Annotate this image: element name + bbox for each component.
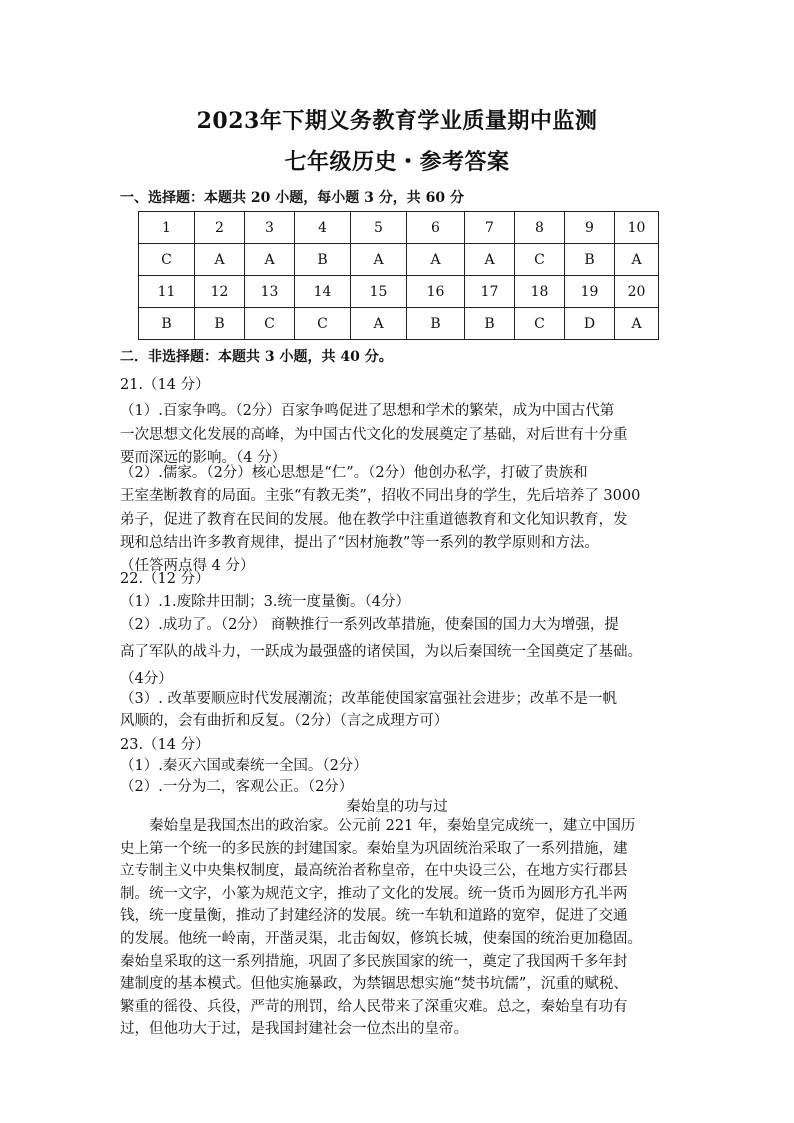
answer-cell: B [565,244,615,276]
q23-answer-2: （2）.一分为二，客观公正。（2分） [120,779,354,795]
q22-answer-1: （1）.1.废除井田制；3.统一度量衡。（4分） [120,594,410,610]
answer-cell: A [351,308,407,340]
answer-cell: A [195,244,245,276]
question-number-cell: 7 [465,212,515,244]
text-line: 秦始皇采取的这一系列措施，巩固了多民族国家的统一，奠定了我国两千多年封 [120,953,628,970]
answer-cell: A [465,244,515,276]
question-number-cell: 10 [615,212,659,244]
text-line: 钱，统一度量衡，推动了封建经济的发展。统一车轨和道路的宽窄，促进了交通 [120,908,628,925]
question-number-cell: 4 [295,212,351,244]
text-line: （任答两点得 4 分） [120,558,255,575]
question-number-cell: 6 [407,212,465,244]
question-number-cell: 18 [515,276,565,308]
text-line: 一次思想文化发展的高峰，为中国古代文化的发展奠定了基础，对后世有十分重 [120,426,628,443]
text-line: 史上第一个统一的多民族的封建国家。秦始皇为巩固统治采取了一系列措施，建 [120,840,628,857]
q22-answer-3 [120,688,676,732]
question-number-row [139,212,659,244]
text-line: （1）.百家争鸣。（2分）百家争鸣促进了思想和学术的繁荣，成为中国古代第 [120,403,615,419]
answer-cell: B [407,308,465,340]
answer-cell: C [295,308,351,340]
section-heading-nonchoice: 二．非选择题：本题共 3 小题，共 40 分。 [120,349,393,365]
text-line: 弟子，促进了教育在民间的发展。他在教学中注重道德教育和文化知识教育，发 [120,511,628,528]
q21-answer-1 [120,400,676,471]
section-heading-choice: 一、选择题：本题共 20 小题，每小题 3 分，共 60 分 [120,190,464,206]
q21-label: 21.（14 分） [120,377,210,393]
choice-answer-table [138,211,659,340]
text-line: 风顺的，会有曲折和反复。（2分）（言之成理方可） [120,713,449,729]
question-number-cell: 11 [139,276,195,308]
answer-cell: B [465,308,515,340]
text-line: 建制度的基本模式。但他实施暴政，为禁锢思想实施“焚书坑儒”，沉重的赋税、 [120,976,628,993]
answer-cell: B [139,308,195,340]
answer-cell: C [515,244,565,276]
answer-cell: D [565,308,615,340]
text-line: 的发展。他统一岭南，开凿灵渠，北击匈奴，修筑长城，使秦国的统治更加稳固。 [120,930,642,947]
answer-cell: A [615,308,659,340]
question-number-cell: 14 [295,276,351,308]
q23-answer-1: （1）.秦灭六国或秦统一全国。（2分） [120,758,368,774]
question-number-cell: 8 [515,212,565,244]
answer-cell: A [245,244,295,276]
text-line: 过，但他功大于过，是我国封建社会一位杰出的皇帝。 [120,1021,468,1038]
question-number-cell: 20 [615,276,659,308]
text-line: 王室垄断教育的局面。主张“有教无类”，招收不同出身的学生，先后培养了 3000 [120,488,641,505]
choice-answer-table-body [139,212,659,340]
answer-row [139,308,659,340]
question-number-cell: 2 [195,212,245,244]
question-number-cell: 1 [139,212,195,244]
answer-cell: A [407,244,465,276]
question-number-cell: 12 [195,276,245,308]
answer-cell: B [195,308,245,340]
text-line: （2）.儒家。（2分）核心思想是“仁”。（2分）他创办私学，打破了贵族和 [120,465,588,481]
answer-cell: A [351,244,407,276]
essay-body [120,815,676,1041]
question-number-cell: 3 [245,212,295,244]
q21-answer-2 [120,462,676,578]
text-line: （4分） [120,671,173,687]
q23-label: 23.（14 分） [120,737,210,753]
text-line: 高了军队的战斗力，一跃成为最强盛的诸侯国，为以后秦国统一全国奠定了基础。 [120,644,642,660]
answer-cell: C [515,308,565,340]
question-number-cell: 16 [407,276,465,308]
text-line: （3）. 改革要顺应时代发展潮流；改革能使国家富强社会进步；改革不是一帆 [120,691,617,707]
text-line: 要而深远的影响。（4 分） [120,450,287,466]
q22-label: 22.（12 分） [120,571,210,587]
text-line: 现和总结出许多教育规律，提出了“因材施教”等一系列的教学原则和方法。 [120,534,599,551]
question-number-cell: 13 [245,276,295,308]
question-number-cell: 15 [351,276,407,308]
page-title: 2023年下期义务教育学业质量期中监测 [196,108,598,134]
text-line: 秦始皇是我国杰出的政治家。公元前 221 年，秦始皇完成统一，建立中国历 [149,818,636,834]
question-number-cell: 9 [565,212,615,244]
q22-answer-2 [120,612,676,693]
essay-title: 秦始皇的功与过 [346,799,448,815]
text-line: 制。统一文字，小篆为规范文字，推动了文化的发展。统一货币为圆形方孔半两 [120,885,628,902]
answer-cell: A [615,244,659,276]
question-number-cell: 19 [565,276,615,308]
answer-cell: C [245,308,295,340]
question-number-cell: 17 [465,276,515,308]
answer-cell: C [139,244,195,276]
text-line: 繁重的徭役、兵役，严苛的刑罚，给人民带来了深重灾难。总之，秦始皇有功有 [120,998,628,1015]
answer-cell: B [295,244,351,276]
question-number-row [139,276,659,308]
text-line: 立专制主义中央集权制度，最高统治者称皇帝，在中央设三公，在地方实行郡县 [120,863,628,880]
question-number-cell: 5 [351,212,407,244]
page-subtitle: 七年级历史・参考答案 [284,149,510,175]
answer-row [139,244,659,276]
text-line: （2）.成功了。（2分） 商鞅推行一系列改革措施，使秦国的国力大为增强，提 [120,617,619,633]
